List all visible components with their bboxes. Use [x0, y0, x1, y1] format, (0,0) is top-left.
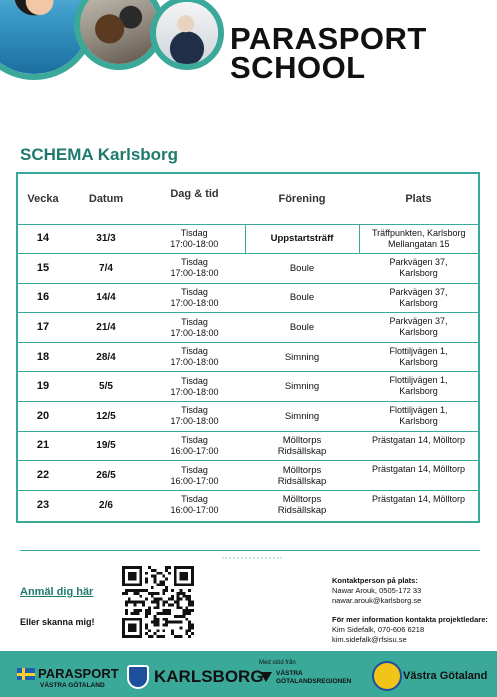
cell-datum: 2/6: [68, 490, 144, 520]
cell-plats: Parkvägen 37, Karlsborg: [359, 283, 478, 313]
cell-vecka: 19: [18, 372, 68, 402]
col-header-datum: Datum: [88, 192, 124, 205]
contact-line: Nawar Arouk, 0505-172 33: [332, 586, 422, 595]
parasport-logo-sub: VÄSTRA GÖTALAND: [40, 682, 105, 689]
cell-vecka: 18: [18, 342, 68, 372]
schedule-table: [16, 172, 480, 523]
cell-dag-tid: Tisdag 17:00-18:00: [144, 402, 245, 432]
cell-dag-tid: Tisdag 17:00-18:00: [144, 372, 245, 402]
cell-plats: Träffpunkten, Karlsborg Mellangatan 15: [359, 224, 478, 254]
cell-forening: Boule: [245, 254, 359, 284]
cell-forening: Mölltorps Ridsällskap: [245, 490, 359, 520]
cell-forening: Mölltorps Ridsällskap: [245, 461, 359, 491]
cell-plats: Parkvägen 37, Karlsborg: [359, 313, 478, 343]
crest-icon: [372, 661, 402, 691]
table-row: [18, 283, 478, 313]
cell-forening: Mölltorps Ridsällskap: [245, 431, 359, 461]
cell-vecka: 21: [18, 431, 68, 461]
vgr-logo: VÄSTRA GÖTALANDSREGIONEN: [276, 670, 352, 685]
karlsborg-shield-icon: [127, 665, 149, 689]
cell-dag-tid: Tisdag 16:00-17:00: [144, 461, 245, 491]
cell-datum: 26/5: [68, 461, 144, 491]
table-row: [18, 254, 478, 284]
support-label: Med stöd från: [259, 660, 296, 666]
cell-dag-tid: Tisdag 17:00-18:00: [144, 342, 245, 372]
cell-plats: Parkvägen 37, Karlsborg: [359, 254, 478, 284]
cell-forening: Boule: [245, 283, 359, 313]
page-title: PARASPORT SCHOOL: [230, 21, 427, 85]
table-row: [18, 342, 478, 372]
cell-vecka: 20: [18, 402, 68, 432]
contact-info: [332, 576, 497, 645]
table-row: [18, 224, 478, 254]
vgr-mark-icon: [260, 672, 272, 682]
contact-line: Kim Sidefalk, 070-606 6218: [332, 625, 425, 634]
cell-datum: 12/5: [68, 402, 144, 432]
contact-heading: Kontaktperson på plats:: [332, 576, 418, 585]
qr-code[interactable]: [122, 566, 194, 638]
cell-vecka: 15: [18, 254, 68, 284]
cell-forening: Simning: [245, 372, 359, 402]
parasport-logo: PARASPORT: [38, 666, 119, 681]
cell-plats: Prästgatan 14, Mölltorp: [359, 461, 478, 491]
cell-datum: 5/5: [68, 372, 144, 402]
cell-datum: 28/4: [68, 342, 144, 372]
dotted-separator: [222, 557, 282, 559]
vastra-gotaland-logo: Västra Götaland: [403, 670, 488, 682]
table-row: [18, 490, 478, 520]
cell-dag-tid: Tisdag 17:00-18:00: [144, 254, 245, 284]
cell-dag-tid: Tisdag 17:00-18:00: [144, 283, 245, 313]
cell-vecka: 16: [18, 283, 68, 313]
contact-heading-project: För mer information kontakta projektledare:: [332, 615, 488, 624]
cell-plats: Prästgatan 14, Mölltorp: [359, 431, 478, 461]
table-row: [18, 461, 478, 491]
table-row: [18, 372, 478, 402]
cell-vecka: 14: [18, 224, 68, 254]
col-header-forening: Förening: [278, 192, 326, 205]
cell-vecka: 23: [18, 490, 68, 520]
cell-dag-tid: Tisdag 16:00-17:00: [144, 431, 245, 461]
cell-dag-tid: Tisdag 16:00-17:00: [144, 490, 245, 520]
cell-dag-tid: Tisdag 17:00-18:00: [144, 313, 245, 343]
section-divider: [20, 550, 480, 551]
col-header-vecka: Vecka: [27, 192, 59, 205]
cell-plats: Prästgatan 14, Mölltorp: [359, 490, 478, 520]
cell-forening: Uppstartsträff: [245, 224, 359, 254]
table-row: [18, 402, 478, 432]
contact-email[interactable]: nawar.arouk@karlsborg.se: [332, 596, 422, 605]
cell-plats: Flottiljvägen 1, Karlsborg: [359, 402, 478, 432]
cell-plats: Flottiljvägen 1, Karlsborg: [359, 342, 478, 372]
table-header-row: [18, 174, 478, 224]
cell-vecka: 17: [18, 313, 68, 343]
table-row: [18, 313, 478, 343]
scan-text: Eller skanna mig!: [20, 617, 95, 627]
swedish-flag-icon: [17, 668, 35, 680]
karlsborg-logo: KARLSBORG: [154, 667, 264, 686]
athlete-photo: [156, 2, 218, 64]
cell-datum: 21/4: [68, 313, 144, 343]
contact-email[interactable]: kim.sidefalk@rfsisu.se: [332, 635, 407, 644]
col-header-dag-tid: Dag & tid: [170, 188, 219, 200]
cell-datum: 14/4: [68, 283, 144, 313]
cell-plats: Flottiljvägen 1, Karlsborg: [359, 372, 478, 402]
cell-vecka: 22: [18, 461, 68, 491]
cell-forening: Boule: [245, 313, 359, 343]
signup-link[interactable]: Anmäl dig här: [20, 586, 94, 598]
cell-datum: 7/4: [68, 254, 144, 284]
cell-datum: 19/5: [68, 431, 144, 461]
col-header-plats: Plats: [405, 192, 432, 205]
table-row: [18, 431, 478, 461]
cell-datum: 31/3: [68, 224, 144, 254]
cell-forening: Simning: [245, 342, 359, 372]
cell-dag-tid: Tisdag 17:00-18:00: [144, 224, 245, 254]
cell-forening: Simning: [245, 402, 359, 432]
schema-title: SCHEMA Karlsborg: [20, 145, 179, 164]
